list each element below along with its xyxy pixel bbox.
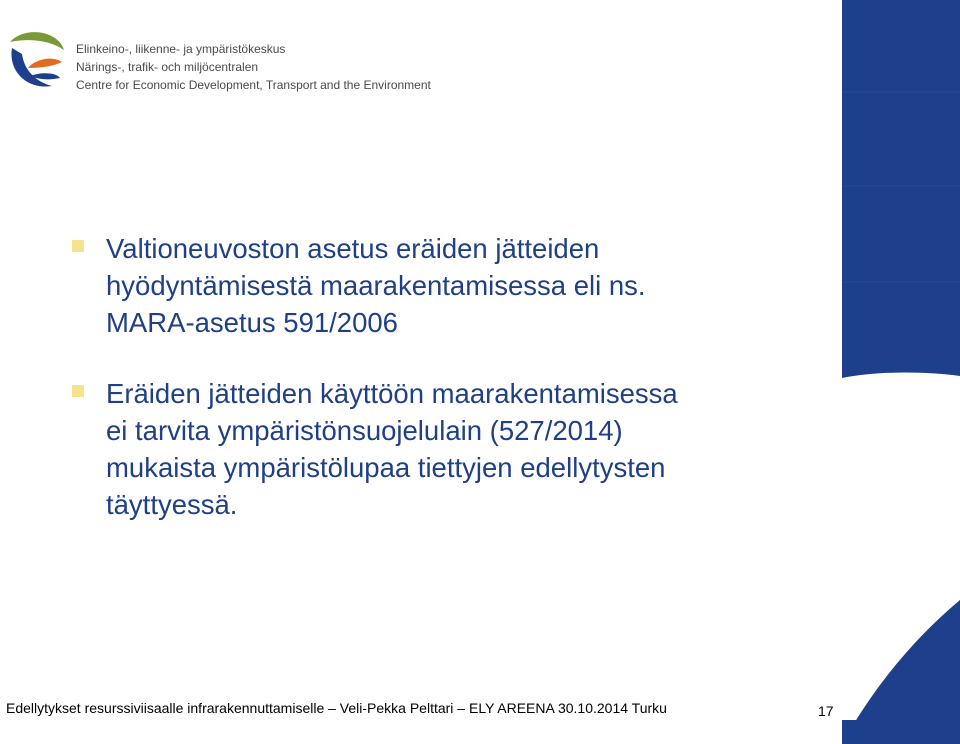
org-name-english: Centre for Economic Development, Transport and the Environment (76, 78, 431, 92)
bullet-line: täyttyessä. (106, 489, 238, 520)
bullet-line: ei tarvita ympäristönsuojelulain (527/2014) (106, 415, 623, 446)
side-decoration (842, 0, 960, 744)
org-name-swedish: Närings-, trafik- och miljöcentralen (76, 60, 259, 74)
bullet-item (72, 375, 832, 523)
organization-name (76, 40, 431, 94)
footer-text: Edellytykset resurssiviisaalle infrarakennuttamiselle – Veli-Pekka Pelttari – ELY AREENA 30.10.2014 Turku (6, 700, 667, 716)
bullet-line: mukaista ympäristölupaa tiettyjen edellytysten (106, 452, 666, 483)
bullet-line: Eräiden jätteiden käyttöön maarakentamisessa (106, 378, 678, 409)
page-number: 17 (818, 703, 834, 719)
bullet-item (72, 230, 832, 341)
bullet-square-icon (72, 240, 84, 252)
bullet-square-icon (72, 385, 84, 397)
bullet-line: hyödyntämisestä maarakentamisessa eli ns. (106, 270, 646, 301)
org-name-finnish: Elinkeino-, liikenne- ja ympäristökeskus (76, 42, 286, 56)
bullet-line: Valtioneuvoston asetus eräiden jätteiden (106, 233, 600, 264)
bullet-list (72, 230, 832, 523)
bullet-line: MARA-asetus 591/2006 (106, 307, 398, 338)
ely-centre-logo-icon (6, 28, 68, 94)
